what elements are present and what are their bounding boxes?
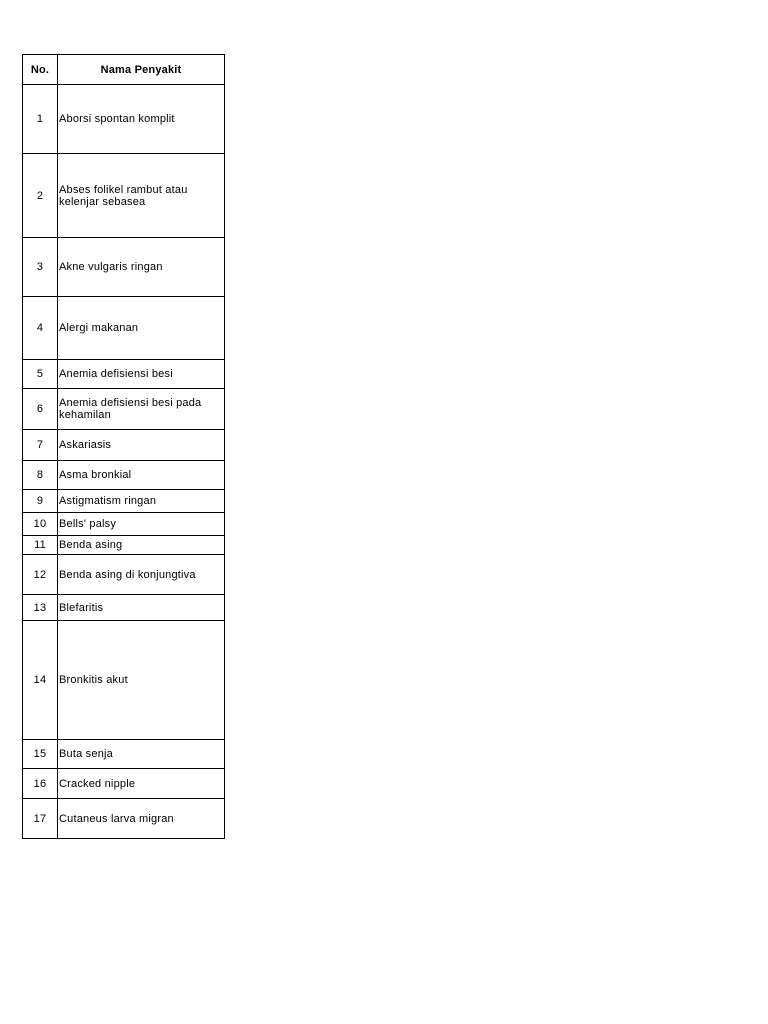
row-number: 10: [23, 513, 58, 536]
row-number: 7: [23, 430, 58, 461]
row-number: 15: [23, 740, 58, 769]
disease-name: Cracked nipple: [58, 769, 225, 799]
disease-name: Buta senja: [58, 740, 225, 769]
table-row: [23, 490, 225, 513]
table-header-row: [23, 55, 225, 85]
disease-name: Aborsi spontan komplit: [58, 85, 225, 154]
row-number: 13: [23, 595, 58, 621]
row-number: 14: [23, 621, 58, 740]
table-row: [23, 740, 225, 769]
table-row: [23, 536, 225, 555]
table-row: [23, 595, 225, 621]
disease-name: Bells' palsy: [58, 513, 225, 536]
disease-name: Alergi makanan: [58, 297, 225, 360]
row-number: 6: [23, 389, 58, 430]
disease-name: Blefaritis: [58, 595, 225, 621]
table-row: [23, 799, 225, 839]
disease-name: Akne vulgaris ringan: [58, 238, 225, 297]
header-name: Nama Penyakit: [58, 55, 225, 85]
disease-name: Bronkitis akut: [58, 621, 225, 740]
disease-name: Anemia defisiensi besi: [58, 360, 225, 389]
disease-name: Benda asing di konjungtiva: [58, 555, 225, 595]
row-number: 17: [23, 799, 58, 839]
disease-name: Askariasis: [58, 430, 225, 461]
row-number: 4: [23, 297, 58, 360]
disease-name: Benda asing: [58, 536, 225, 555]
row-number: 11: [23, 536, 58, 555]
row-number: 8: [23, 461, 58, 490]
table-row: [23, 238, 225, 297]
table-row: [23, 85, 225, 154]
disease-name: Anemia defisiensi besi pada kehamilan: [58, 389, 225, 430]
row-number: 1: [23, 85, 58, 154]
disease-name: Abses folikel rambut atau kelenjar sebasea: [58, 154, 225, 238]
table-row: [23, 513, 225, 536]
disease-name: Asma bronkial: [58, 461, 225, 490]
table-row: [23, 297, 225, 360]
disease-name: Astigmatism ringan: [58, 490, 225, 513]
disease-table: [22, 54, 225, 839]
row-number: 12: [23, 555, 58, 595]
table-row: [23, 389, 225, 430]
disease-name: Cutaneus larva migran: [58, 799, 225, 839]
table-row: [23, 360, 225, 389]
row-number: 9: [23, 490, 58, 513]
row-number: 5: [23, 360, 58, 389]
table-row: [23, 154, 225, 238]
table-row: [23, 555, 225, 595]
table-row: [23, 461, 225, 490]
table-row: [23, 769, 225, 799]
table-row: [23, 430, 225, 461]
header-no: No.: [23, 55, 58, 85]
row-number: 2: [23, 154, 58, 238]
row-number: 16: [23, 769, 58, 799]
row-number: 3: [23, 238, 58, 297]
table-row: [23, 621, 225, 740]
